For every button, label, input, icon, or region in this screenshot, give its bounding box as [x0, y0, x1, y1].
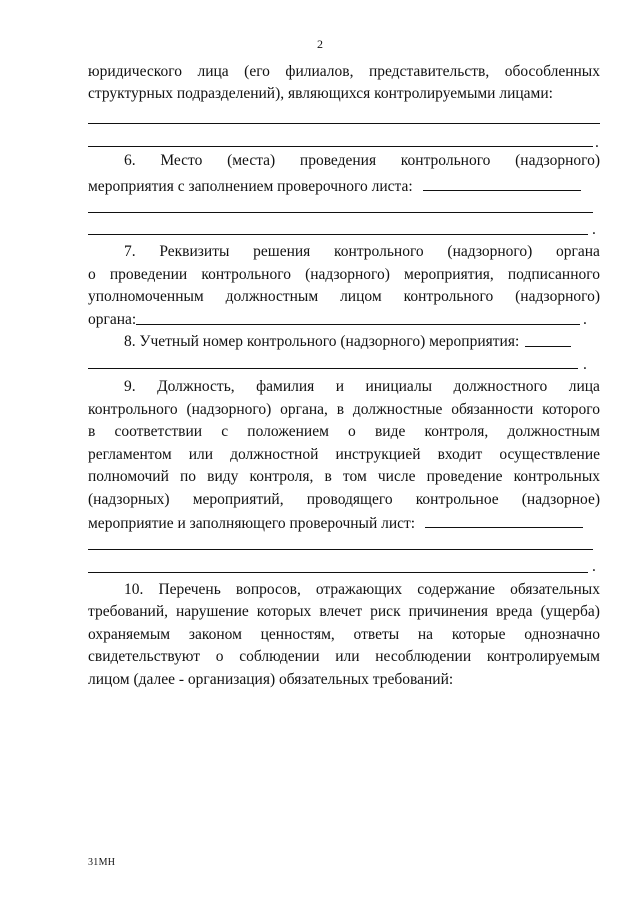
word: Реквизиты [159, 243, 230, 260]
word: (его [244, 63, 270, 80]
word: проведении [109, 266, 188, 283]
word: решения [253, 243, 311, 260]
word: должностной [230, 446, 319, 463]
blank-line [88, 572, 588, 573]
p7-line4 [88, 309, 580, 331]
blank-line [88, 123, 600, 124]
p8-line1-text: 8. Учетный номер контрольного (надзорного) мероприятия: [124, 333, 520, 350]
p7-line2 [88, 264, 600, 286]
word: влечет [319, 603, 363, 620]
word: и [335, 378, 345, 395]
word: том [342, 468, 367, 485]
word: отражающих [315, 581, 403, 598]
period: . [583, 356, 587, 373]
word: Должность, [157, 378, 235, 395]
word: органа [556, 243, 600, 260]
word: контрольных [513, 468, 600, 485]
word: контрольного [88, 401, 178, 418]
word: фамилия [256, 378, 315, 395]
p9-line3 [88, 421, 600, 443]
period: . [592, 221, 596, 238]
word: числе [377, 468, 416, 485]
p9-line5 [88, 466, 600, 488]
word: контрольного [201, 266, 291, 283]
word: Перечень [158, 581, 221, 598]
word: вопросов, [235, 581, 301, 598]
blank-line [88, 212, 593, 213]
word: которые [451, 626, 506, 643]
word: или [335, 648, 360, 665]
word: (надзорного) [515, 288, 600, 305]
p9-line6 [88, 489, 600, 511]
word: должностного [453, 378, 548, 395]
p10-line5: лицом (далее - организация) обязательных требований: [88, 671, 454, 688]
word: контролируемым [486, 648, 600, 665]
p9-line4 [88, 444, 600, 466]
p6-line2 [88, 175, 600, 198]
word: в [336, 401, 345, 418]
word: представительств, [368, 63, 490, 80]
word: 9. [124, 378, 136, 395]
word: Место [160, 152, 203, 169]
word: входит [437, 446, 483, 463]
word: 7. [124, 243, 136, 260]
word: обособленных [504, 63, 600, 80]
word: которых [256, 603, 312, 620]
word: (надзорного) [447, 243, 533, 260]
word: 10. [124, 581, 144, 598]
p8-line1 [88, 331, 600, 353]
word: контрольного [400, 152, 491, 169]
word: риск [370, 603, 401, 620]
p6-line1 [88, 150, 600, 172]
word: соблюдении [239, 648, 320, 665]
word: ценностям, [260, 626, 335, 643]
p9-line1 [88, 376, 600, 398]
word: содержание [417, 581, 496, 598]
word: или [188, 446, 214, 463]
p10-line1 [88, 579, 600, 601]
p5-line1 [88, 61, 600, 83]
footer-code: 31МН [88, 857, 116, 868]
word: нарушение [176, 603, 249, 620]
page-number: 2 [317, 37, 323, 51]
period: . [595, 134, 599, 151]
word: (надзорных) [88, 491, 170, 508]
word: (надзорного) [305, 266, 390, 283]
p10-line2 [88, 601, 600, 623]
word: полномочий [88, 468, 169, 485]
period: . [583, 311, 587, 328]
place-input[interactable] [423, 175, 581, 191]
word: контрольного [403, 288, 494, 305]
word: виде [374, 423, 406, 440]
word: мероприятий, [192, 491, 284, 508]
p9-line2 [88, 399, 600, 421]
blank-line [88, 146, 593, 147]
p10-line4 [88, 646, 600, 668]
word: с [221, 423, 229, 440]
word: проведение [426, 468, 503, 485]
word: обязанности [451, 401, 534, 418]
word: контрольного [334, 243, 424, 260]
word: несоблюдении [375, 648, 472, 665]
word: о [348, 423, 356, 440]
word: органа, [280, 401, 328, 418]
word: однозначно [524, 626, 600, 643]
word: обязательных [510, 581, 600, 598]
word: инициалы [365, 378, 433, 395]
word: подписанного [507, 266, 600, 283]
word: законом [188, 626, 242, 643]
word: в [324, 468, 332, 485]
p9-line7-text: мероприятие и заполняющего проверочный лист: [88, 515, 416, 532]
word: (надзорного) [515, 152, 600, 169]
word: вреда [495, 603, 533, 620]
word: охраняемым [88, 626, 171, 643]
word: (надзорное) [521, 491, 600, 508]
word: должностным [225, 288, 319, 305]
word: должностным [507, 423, 600, 440]
word: лицом [340, 288, 382, 305]
word: о [215, 648, 224, 665]
word: лица [568, 378, 600, 395]
word: на [417, 626, 434, 643]
word: виду [207, 468, 239, 485]
word: причинения [408, 603, 488, 620]
word: в [88, 423, 96, 440]
p5-line2: структурных подразделений), являющихся контролируемыми лицами: [88, 85, 553, 102]
word: мероприятия, [404, 266, 494, 283]
word: (места) [227, 152, 276, 169]
word: уполномоченным [88, 288, 204, 305]
word: требований, [88, 603, 168, 620]
word: положением [247, 423, 329, 440]
p7-line1 [88, 241, 600, 263]
word: соответствии [114, 423, 203, 440]
word: осуществление [499, 446, 600, 463]
word: (надзорного) [186, 401, 272, 418]
p7-line4-text: органа: [88, 311, 137, 328]
blank-line [88, 368, 578, 369]
blank-line [88, 549, 593, 550]
decision-input[interactable] [136, 309, 580, 325]
p9-line7 [88, 512, 600, 535]
word: должностные [352, 401, 443, 418]
word: проведения [299, 152, 377, 169]
record-number-input[interactable] [525, 331, 571, 347]
word: 6. [124, 152, 136, 169]
word: контроля, [424, 423, 489, 440]
word: свидетельствуют [88, 648, 201, 665]
word: ответы [353, 626, 400, 643]
blank-line [88, 234, 588, 235]
word: лица [197, 63, 229, 80]
word: (ущерба) [540, 603, 600, 620]
official-input[interactable] [425, 512, 583, 528]
word: юридического [88, 63, 182, 80]
period: . [592, 558, 596, 575]
word: о [88, 266, 96, 283]
word: регламентом [88, 446, 172, 463]
word: проводящего [306, 491, 393, 508]
p7-line3 [88, 286, 600, 308]
p6-line2-text: мероприятия с заполнением проверочного листа: [88, 178, 413, 195]
word: контроля, [249, 468, 314, 485]
word: инструкцией [335, 446, 421, 463]
word: контрольное [415, 491, 499, 508]
word: филиалов, [285, 63, 354, 80]
word: по [180, 468, 197, 485]
p10-line3 [88, 624, 600, 646]
word: которого [542, 401, 600, 418]
